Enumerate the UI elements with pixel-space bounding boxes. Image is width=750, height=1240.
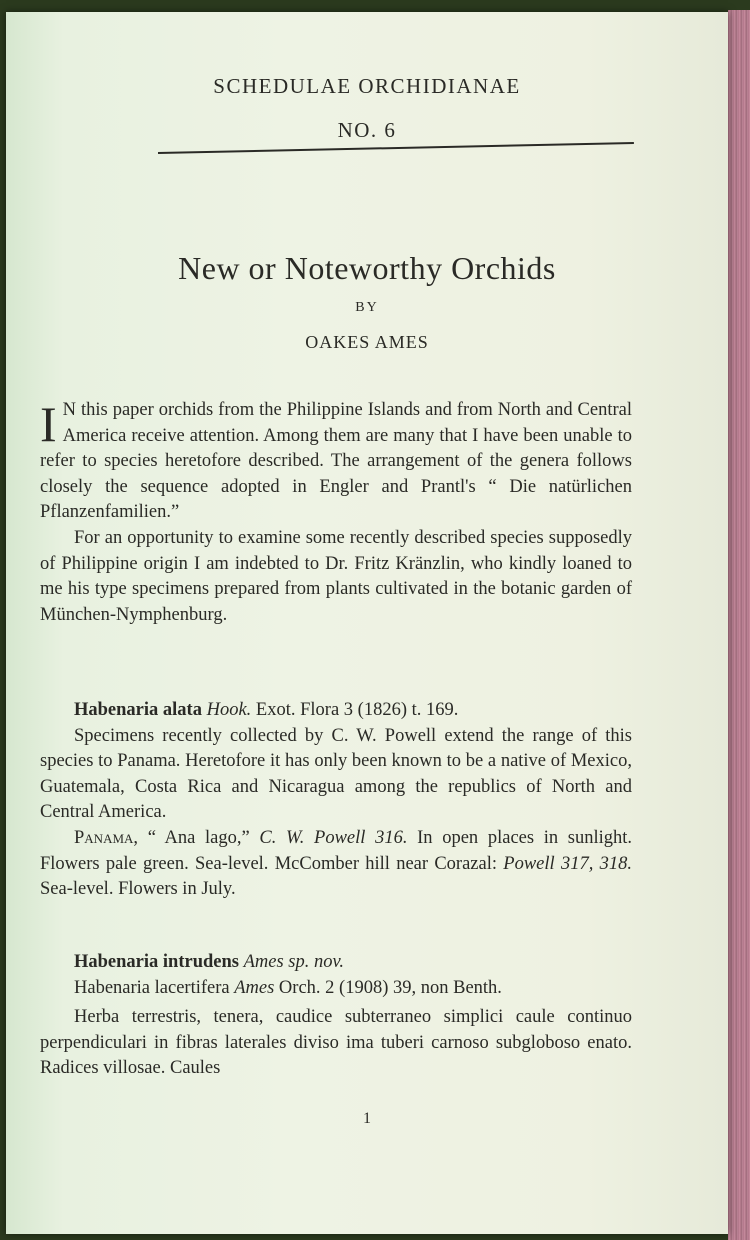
species-section-habenaria-alata — [40, 698, 632, 903]
species-name: Habenaria alata — [74, 700, 202, 720]
byline-label: BY — [355, 300, 379, 315]
article-title: New or Noteworthy Orchids — [178, 250, 556, 286]
specimen-paragraph — [40, 826, 632, 903]
collector-citation-2: Powell 317, 318. — [503, 853, 632, 874]
book-page — [6, 12, 728, 1234]
synonym-citation: Orch. 2 (1908) 39, non Benth. — [278, 977, 502, 998]
series-header: SCHEDULAE ORCHIDIANAE — [213, 74, 521, 98]
header-rule — [158, 142, 634, 154]
intro-paragraph-2: For an opportunity to examine some recently described species supposedly of Philippine origin I am indebted to Dr. Fritz Kränzlin, who kindly loaned to me his type specimens prepared from plants cultivated in the botanic garden of München-Nymphenburg. — [40, 527, 632, 625]
page-edge — [728, 10, 750, 1240]
synonym-paragraph — [40, 976, 632, 1002]
species-heading — [40, 698, 632, 724]
intro-section — [40, 398, 632, 628]
locality-text-1: In open places in sunlight. Flowers pale green. Sea-level. McComber hill near Corazal: — [40, 827, 633, 874]
collector-citation-1: C. W. Powell 316. — [259, 827, 408, 848]
author-name: OAKES AMES — [305, 332, 429, 352]
intro-paragraph-1 — [40, 398, 632, 526]
page-number: 1 — [363, 1110, 371, 1127]
synonym-name: Habenaria lacertifera — [74, 977, 230, 998]
synonym-author: Ames — [234, 977, 275, 998]
species-section-habenaria-intrudens — [40, 950, 632, 1082]
locality-quote: “ Ana lago,” — [147, 827, 250, 848]
intro-text-1: N this paper orchids from the Philippine Islands and from North and Central America receive attention. Among them are many that I have been unable to refer to species heretofore described. The arrangement of the genera follows closely the sequence adopted in Engler and Prantl's “ Die natürlichen Pflanzenfamilien.” — [40, 400, 632, 523]
latin-description: Herba terrestris, tenera, caudice subterraneo simplici caule continuo perpendiculari in fibras laterales diviso ima tuberi carnoso subgloboso enato. Radices villosae. Caules — [40, 1007, 632, 1079]
issue-number: NO. 6 — [337, 118, 397, 142]
species-authority: Hook. — [206, 700, 252, 720]
species-heading — [40, 950, 632, 976]
species-name: Habenaria intrudens — [74, 952, 239, 972]
species-authority: Ames sp. nov. — [243, 952, 344, 972]
species-paragraph: Specimens recently collected by C. W. Powell extend the range of this species to Panama. Heretofore it has only been known to be a native of Mexico, Guatemala, Costa Rica and Nicaragua among the republics of North and Central America. — [40, 725, 632, 823]
species-citation: Exot. Flora 3 (1826) t. 169. — [255, 700, 459, 720]
locality-text-2: Sea-level. Flowers in July. — [40, 879, 236, 900]
locality-country: Panama, — [74, 827, 139, 848]
drop-cap: I — [40, 396, 57, 452]
